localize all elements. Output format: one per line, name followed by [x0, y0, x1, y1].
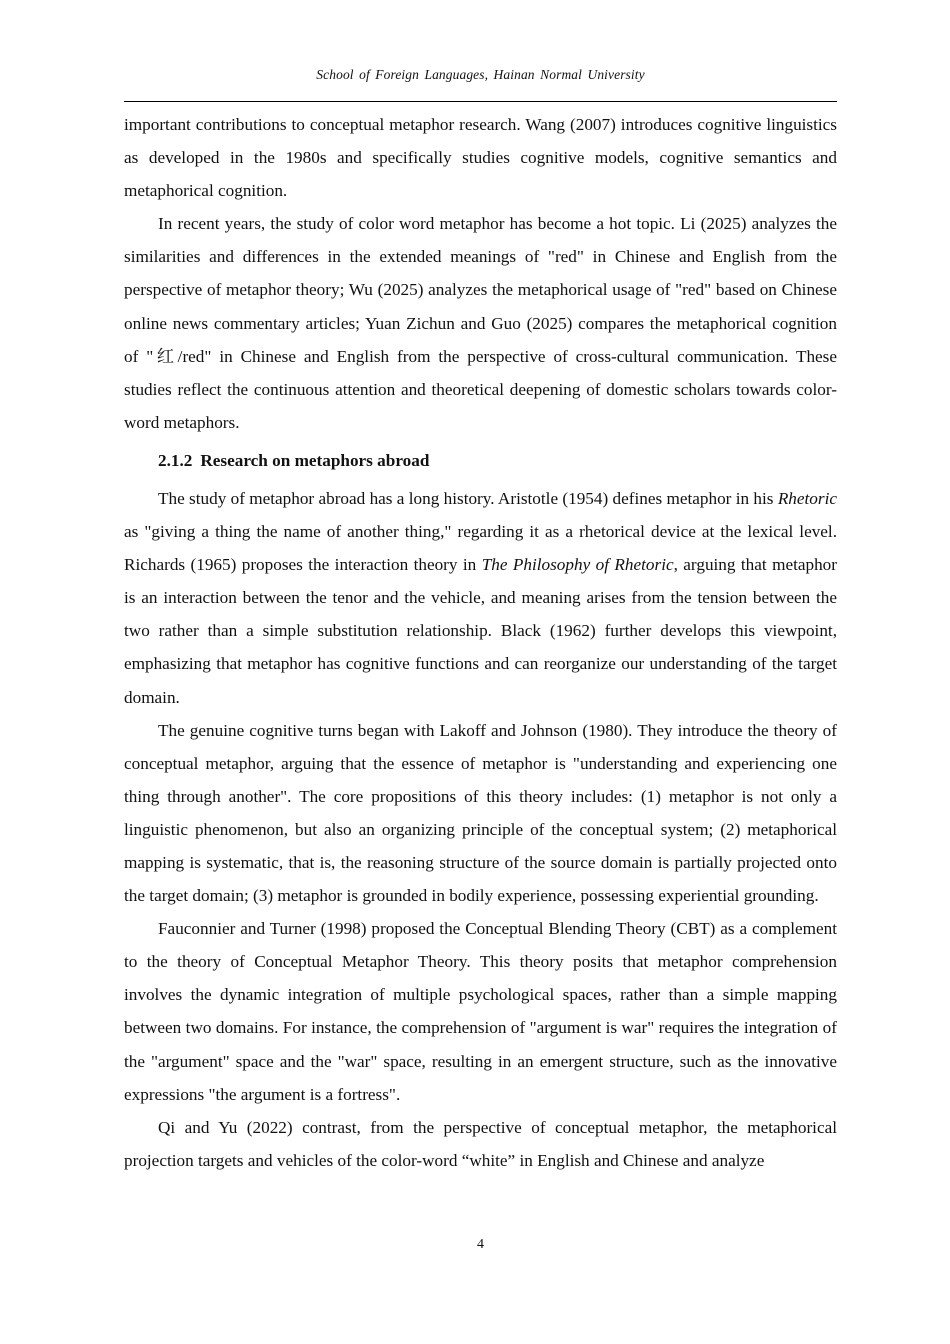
section-number: 2.1.2	[158, 450, 193, 470]
text-run: The study of metaphor abroad has a long history. Aristotle (1954) defines metaphor in his	[158, 488, 778, 508]
text-run: , arguing that metaphor is an interaction between the tenor and the vehicle, and meaning arises from the tension between the two rather than a simple substitution relationship. Black (1962) further develops this viewpoint, emphasizing that metaphor has cognitive functions and can reorganize our understanding of the target domain.	[124, 555, 837, 707]
paragraph-continued: important contributions to conceptual metaphor research. Wang (2007) introduces cognitive linguistics as developed in the 1980s and specifically studies cognitive models, cognitive semantics and metaphorical cognition.	[124, 115, 837, 201]
book-title-philosophy-of-rhetoric: The Philosophy of Rhetoric	[481, 555, 674, 575]
page-number: 4	[477, 1237, 484, 1252]
book-title-rhetoric: Rhetoric	[777, 488, 837, 508]
paragraph-color-word-studies: In recent years, the study of color word metaphor has become a hot topic. Li (2025) analyzes the similarities and differences in the extended meanings of "red" in Chinese and English from the perspective of metaphor theory; Wu (2025) analyzes the metaphorical usage of "red" based on Chinese online news commentary articles; Yuan Zichun and Guo (2025) compares the metaphorical cognition of "红/red" in Chinese and English from the perspective of cross-cultural communication. These studies reflect the continuous attention and theoretical deepening of domestic scholars towards color-word metaphors.	[124, 214, 837, 432]
text-run: as "giving a thing the name of another thing," regarding it as a rhetorical device at the lexical level. Richards (1965) proposes the interaction theory in	[124, 522, 837, 575]
running-header: School of Foreign Languages, Hainan Normal University	[316, 67, 645, 82]
section-heading	[158, 449, 837, 472]
page-body	[124, 108, 837, 1177]
paragraph-blending-theory: Fauconnier and Turner (1998) proposed the Conceptual Blending Theory (CBT) as a complement to the theory of Conceptual Metaphor Theory. This theory posits that metaphor comprehension involves the dynamic integration of multiple psychological spaces, rather than a simple mapping between two domains. For instance, the comprehension of "argument is war" requires the integration of the "argument" space and the "war" space, resulting in an emergent structure, such as the innovative expressions "the argument is a fortress".	[124, 919, 837, 1104]
header-rule	[124, 101, 837, 102]
paragraph-cognitive-turn: The genuine cognitive turns began with Lakoff and Johnson (1980). They introduce the theory of conceptual metaphor, arguing that the essence of metaphor is "understanding and experiencing one thing through another". The core propositions of this theory includes: (1) metaphor is not only a linguistic phenomenon, but also an organizing principle of the conceptual system; (2) metaphorical mapping is systematic, that is, the reasoning structure of the source domain is partially projected onto the target domain; (3) metaphor is grounded in bodily experience, possessing experiential grounding.	[124, 720, 837, 906]
paragraph-metaphor-history	[124, 482, 837, 714]
section-title: Research on metaphors abroad	[200, 450, 430, 470]
paragraph-white-color-word: Qi and Yu (2022) contrast, from the perspective of conceptual metaphor, the metaphorical projection targets and vehicles of the color-word “white” in English and Chinese and analyze	[124, 1117, 837, 1170]
